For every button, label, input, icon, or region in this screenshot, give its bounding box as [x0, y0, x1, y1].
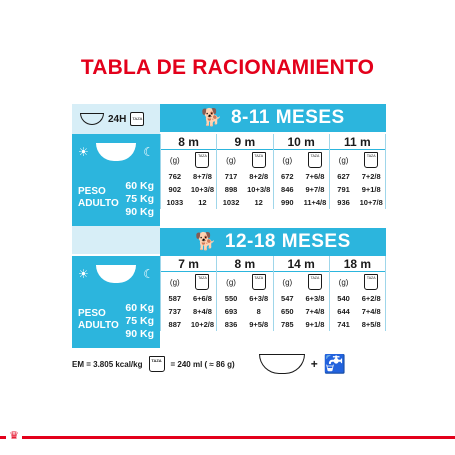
grams-value: 587: [168, 294, 182, 303]
age-header: 18 m: [330, 256, 385, 272]
side-icons: [72, 134, 160, 170]
adult-dog-icon: 🐕: [195, 232, 217, 251]
age-header: 8 m: [161, 134, 216, 150]
cups-value: 8+2/8: [249, 172, 269, 181]
grams-value: 717: [224, 172, 238, 181]
peso-label: PESO: [78, 186, 106, 197]
bowl-icon: [80, 113, 104, 125]
grams-value: 990: [281, 198, 294, 207]
grams-value: 762: [168, 172, 182, 181]
ration-grid-2: [160, 256, 386, 331]
age-header: 11 m: [330, 134, 385, 150]
section-title: 8-11 MESES: [230, 107, 345, 128]
units-row: [217, 272, 272, 292]
age-header: 7 m: [161, 256, 216, 272]
cups-value: 9+1/8: [305, 320, 325, 329]
age-column: [330, 134, 386, 209]
grams-value: 836: [224, 320, 238, 329]
age-header: 14 m: [274, 256, 329, 272]
sun-icon: ☀: [78, 267, 89, 281]
weights-list: [125, 302, 154, 341]
cups-value: 8: [256, 307, 261, 316]
units-row: [274, 150, 329, 170]
section-banner-1: [160, 104, 386, 132]
cups-value: 10+7/8: [359, 198, 383, 207]
cups-value: 6+3/8: [305, 294, 325, 303]
adulto-label: ADULTO: [78, 320, 119, 331]
measuring-cup-icon: TAZA: [149, 356, 165, 372]
age-header: 8 m: [217, 256, 272, 272]
age-column: [274, 256, 330, 331]
grams-value: 693: [224, 307, 238, 316]
units-row: [330, 272, 385, 292]
measuring-cup-icon: TAZA: [364, 274, 378, 290]
age-column: [217, 256, 273, 331]
weight-75: 75 Kg: [125, 193, 154, 205]
grams-unit: (g): [282, 277, 293, 287]
side-panel-1: [72, 134, 160, 226]
moon-icon: ☾: [143, 267, 154, 281]
weight-90: 90 Kg: [125, 328, 154, 340]
grams-value: 644: [337, 307, 350, 316]
section-title: 12-18 MESES: [224, 231, 351, 252]
cups-value: 8+5/8: [361, 320, 381, 329]
weight-60: 60 Kg: [125, 302, 154, 314]
side-panel-2: [72, 256, 160, 348]
cups-value: 7+2/8: [361, 172, 381, 181]
cups-value: 8+4/8: [192, 307, 212, 316]
grams-value: 887: [168, 320, 182, 329]
weight-75: 75 Kg: [125, 315, 154, 327]
measuring-cup-icon: TAZA: [195, 274, 209, 290]
cups-value: 10+3/8: [247, 185, 271, 194]
grams-unit: (g): [282, 155, 293, 165]
weight-60: 60 Kg: [125, 180, 154, 192]
grams-value: 898: [224, 185, 238, 194]
measuring-cup-icon: TAZA: [195, 152, 209, 168]
values: [217, 292, 272, 331]
units-row: [274, 272, 329, 292]
grams-unit: (g): [169, 277, 180, 287]
bowl-icon: [259, 354, 305, 374]
grams-value: 550: [224, 294, 238, 303]
measuring-cup-icon: TAZA: [252, 152, 266, 168]
water-tap-icon: 🚰: [323, 353, 347, 374]
grams-value: 1033: [166, 198, 184, 207]
grams-value: 902: [168, 185, 182, 194]
weight-90: 90 Kg: [125, 206, 154, 218]
cups-value: 9+1/8: [361, 185, 381, 194]
age-header: 9 m: [217, 134, 272, 150]
grams-value: 1032: [222, 198, 240, 207]
grams-unit: (g): [226, 277, 236, 287]
units-row: [330, 150, 385, 170]
age-column: [161, 134, 217, 209]
values: [274, 292, 329, 331]
values: [274, 170, 329, 209]
units-row: [161, 272, 216, 292]
section-banner-2: [160, 228, 386, 256]
crown-logo-icon: ♛: [6, 429, 22, 443]
peso-label: PESO: [78, 308, 106, 319]
measuring-cup-icon: TAZA: [308, 152, 322, 168]
grams-value: 672: [281, 172, 294, 181]
cups-value: 6+6/8: [192, 294, 212, 303]
age-column: [274, 134, 330, 209]
measuring-cup-icon: TAZA: [130, 112, 144, 126]
adulto-label: ADULTO: [78, 198, 119, 209]
ration-grid-1: [160, 134, 386, 209]
age-column: [161, 256, 217, 331]
plus-icon: +: [310, 357, 318, 371]
grams-value: 737: [168, 307, 182, 316]
measuring-cup-icon: TAZA: [308, 274, 322, 290]
grams-unit: (g): [338, 277, 349, 287]
grams-value: 846: [281, 185, 294, 194]
grams-value: 540: [337, 294, 350, 303]
cups-value: 6+3/8: [249, 294, 269, 303]
values: [161, 170, 216, 209]
sun-icon: ☀: [78, 145, 89, 159]
values: [330, 170, 385, 209]
age-column: [330, 256, 386, 331]
cups-value: 6+2/8: [361, 294, 381, 303]
energy-footer: [72, 348, 386, 380]
grams-value: 791: [337, 185, 350, 194]
grams-unit: (g): [338, 155, 349, 165]
cup-equivalence: = 240 ml ( ≈ 86 g): [170, 359, 235, 369]
grams-value: 741: [337, 320, 350, 329]
age-column: [217, 134, 273, 209]
bowl-icon: [96, 265, 136, 283]
grams-value: 547: [281, 294, 294, 303]
page-title: TABLA DE RACIONAMIENTO: [80, 56, 375, 79]
peso-adulto-label: [78, 308, 119, 332]
grams-value: 627: [337, 172, 350, 181]
measuring-cup-icon: TAZA: [252, 274, 266, 290]
grams-value: 936: [337, 198, 350, 207]
cups-value: 12: [254, 198, 263, 207]
cups-value: 9+7/8: [305, 185, 325, 194]
section-divider: [72, 226, 160, 254]
grams-unit: (g): [226, 155, 236, 165]
values: [161, 292, 216, 331]
cups-value: 8+7/8: [192, 172, 212, 181]
side-icons: [72, 256, 160, 292]
cups-value: 7+4/8: [361, 307, 381, 316]
units-row: [217, 150, 272, 170]
grams-unit: (g): [169, 155, 180, 165]
weights-list: [125, 180, 154, 219]
cups-value: 7+4/8: [305, 307, 325, 316]
puppy-dog-icon: 🐕: [201, 108, 223, 127]
header-24h: [72, 104, 160, 134]
cups-value: 12: [198, 198, 207, 207]
cups-value: 11+4/8: [303, 198, 327, 207]
measuring-cup-icon: TAZA: [364, 152, 378, 168]
cups-value: 7+6/8: [305, 172, 325, 181]
peso-adulto-label: [78, 186, 119, 210]
moon-icon: ☾: [143, 145, 154, 159]
units-row: [161, 150, 216, 170]
values: [217, 170, 272, 209]
cups-value: 10+2/8: [190, 320, 215, 329]
grams-value: 785: [281, 320, 294, 329]
label-24h: 24H: [108, 113, 127, 125]
cups-value: 10+3/8: [190, 185, 215, 194]
grams-value: 650: [281, 307, 294, 316]
age-header: 10 m: [274, 134, 329, 150]
footer-divider: [0, 436, 455, 439]
bowl-icon: [96, 143, 136, 161]
values: [330, 292, 385, 331]
cups-value: 9+5/8: [249, 320, 269, 329]
energy-metabolizable: EM = 3.805 kcal/kg: [72, 359, 143, 369]
